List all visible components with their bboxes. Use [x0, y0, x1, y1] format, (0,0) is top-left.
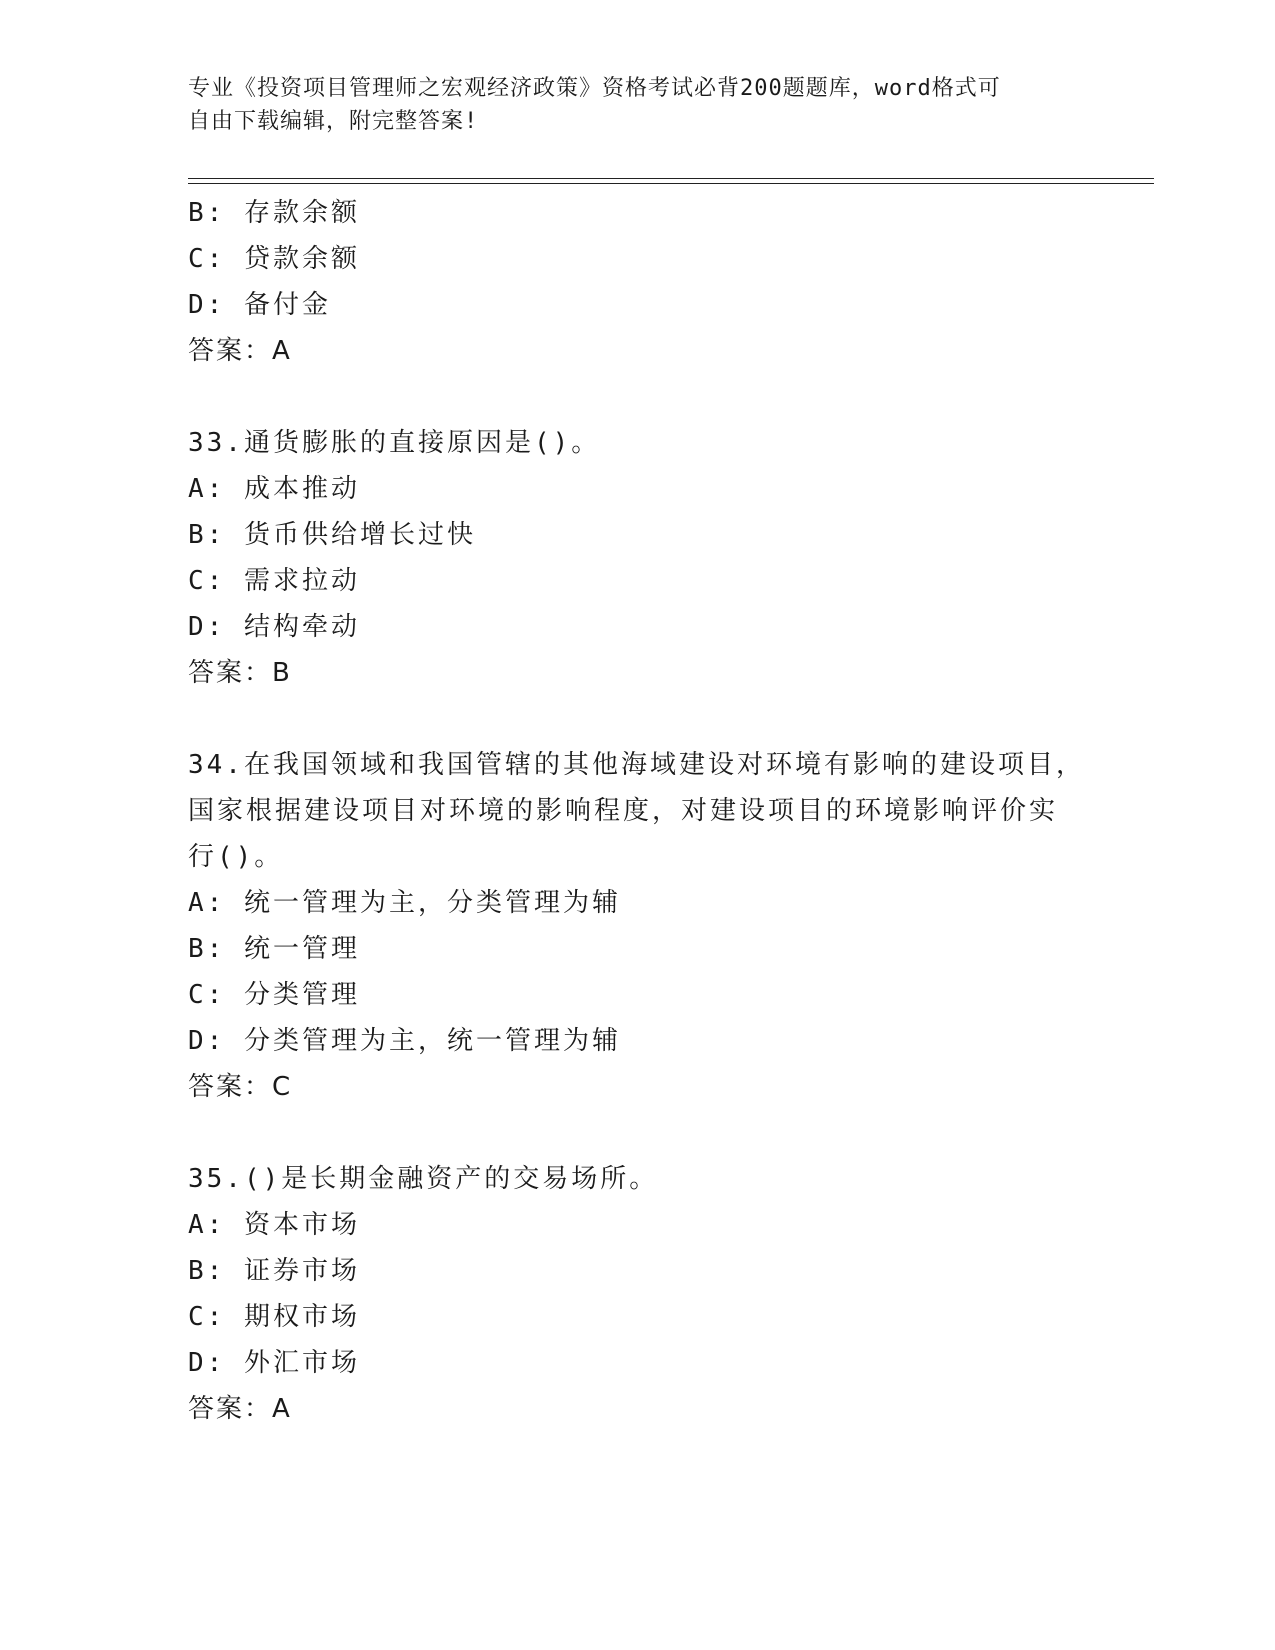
option-a: A: 统一管理为主，分类管理为辅 [188, 888, 621, 918]
option-b: B: 证券市场 [188, 1256, 360, 1286]
answer-line: 答案：B [188, 658, 292, 688]
question-stem-line-3: 行()。 [188, 842, 284, 872]
option-a: A: 资本市场 [188, 1210, 360, 1240]
header-divider-bottom [188, 183, 1154, 184]
question-stem-line-2: 国家根据建设项目对环境的影响程度，对建设项目的环境影响评价实 [188, 796, 1059, 826]
option-c: C: 贷款余额 [188, 244, 360, 274]
option-b: B: 货币供给增长过快 [188, 520, 476, 550]
question-spacer [188, 696, 1088, 742]
document-header [188, 72, 1068, 138]
header-title-line-2: 自由下载编辑，附完整答案! [188, 109, 479, 134]
option-a: A: 成本推动 [188, 474, 360, 504]
question-block-34 [188, 742, 1088, 1110]
answer-line: 答案：A [188, 1394, 292, 1424]
question-block-32 [188, 190, 1088, 374]
question-spacer [188, 1110, 1088, 1156]
question-spacer [188, 374, 1088, 420]
question-stem: 35.()是长期金融资产的交易场所。 [188, 1164, 659, 1194]
option-d: D: 外汇市场 [188, 1348, 360, 1378]
option-c: C: 分类管理 [188, 980, 360, 1010]
option-d: D: 备付金 [188, 290, 331, 320]
option-b: B: 存款余额 [188, 198, 360, 228]
option-c: C: 期权市场 [188, 1302, 360, 1332]
header-divider-top [188, 178, 1154, 179]
question-stem-line-1: 34.在我国领域和我国管辖的其他海域建设对环境有影响的建设项目， [188, 750, 1085, 780]
option-d: D: 分类管理为主，统一管理为辅 [188, 1026, 621, 1056]
option-c: C: 需求拉动 [188, 566, 360, 596]
question-block-35 [188, 1156, 1088, 1432]
question-list [188, 190, 1088, 1432]
answer-line: 答案：C [188, 1072, 293, 1102]
option-d: D: 结构牵动 [188, 612, 360, 642]
answer-line: 答案：A [188, 336, 292, 366]
header-title-line-1: 专业《投资项目管理师之宏观经济政策》资格考试必背200题题库，word格式可 [188, 76, 1001, 101]
option-b: B: 统一管理 [188, 934, 360, 964]
question-block-33 [188, 420, 1088, 696]
question-stem: 33.通货膨胀的直接原因是()。 [188, 428, 601, 458]
